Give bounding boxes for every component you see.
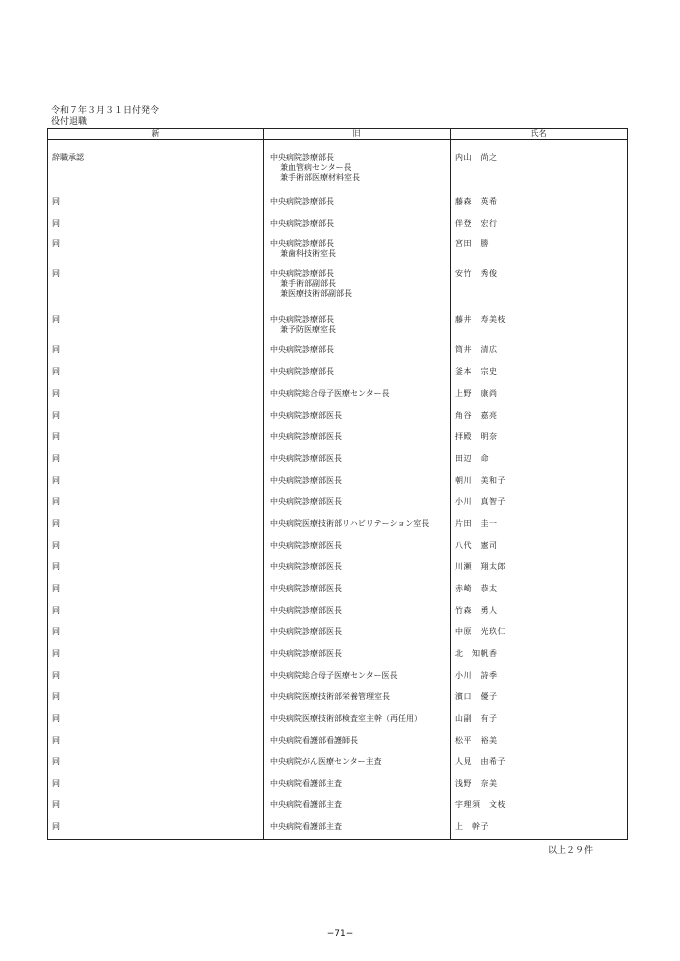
position-title: 中央病院診療部長 (270, 269, 334, 278)
former-position (270, 822, 342, 832)
position-title: 中央病院診療部医長 (270, 476, 342, 485)
new-status: 辞職承認 (52, 153, 84, 162)
position-title: 中央病院診療部長 (270, 315, 334, 324)
person-name: 川瀬 翔太郎 (455, 562, 506, 571)
former-position (270, 519, 429, 529)
person-name: 竹森 勇人 (455, 606, 498, 615)
person-name: 上野 康尚 (455, 389, 498, 398)
person-name: 中原 光玖仁 (455, 627, 506, 636)
position-title: 中央病院診療部長 (270, 219, 334, 228)
person-name: 伴登 宏行 (455, 219, 498, 228)
former-position (270, 345, 334, 355)
concurrent-position: 兼血管病センター長 (280, 163, 352, 172)
new-status: 同 (52, 779, 60, 788)
position-title: 中央病院総合母子医療センター医長 (270, 671, 398, 680)
position-title: 中央病院がん医療センター主査 (270, 757, 382, 766)
new-status: 同 (52, 519, 60, 528)
person-name: 赤崎 恭太 (455, 584, 498, 593)
former-position (270, 411, 342, 421)
former-position (270, 367, 334, 377)
former-position (270, 671, 398, 681)
date-line: 令和７年３月３１日付発令 (51, 106, 160, 116)
former-position (270, 239, 336, 259)
new-status: 同 (52, 497, 60, 506)
new-status: 同 (52, 649, 60, 658)
column-divider-1 (263, 129, 264, 839)
former-position (270, 315, 336, 335)
new-status: 同 (52, 671, 60, 680)
new-status: 同 (52, 736, 60, 745)
person-name: 八代 憲司 (455, 541, 498, 550)
person-name: 藤森 英希 (455, 197, 498, 206)
person-name: 宇理須 文枝 (455, 800, 506, 809)
position-title: 中央病院医療技術部検査室主幹（再任用） (270, 714, 422, 723)
concurrent-position: 兼手術部医療材料室長 (280, 173, 360, 182)
position-title: 中央病院総合母子医療センター長 (270, 389, 390, 398)
position-title: 中央病院診療部医長 (270, 411, 342, 420)
page-number: −71− (326, 929, 354, 939)
new-status: 同 (52, 541, 60, 550)
new-status: 同 (52, 219, 60, 228)
column-header-old: 旧 (352, 129, 361, 138)
former-position (270, 714, 422, 724)
new-status: 同 (52, 411, 60, 420)
former-position (270, 476, 342, 486)
new-status: 同 (52, 800, 60, 809)
column-divider-2 (450, 129, 451, 839)
position-title: 中央病院診療部長 (270, 197, 334, 206)
person-name: 藤井 寿美枝 (455, 315, 506, 324)
person-name: 北 知帆香 (455, 649, 498, 658)
total-count: 以上２９件 (548, 846, 594, 856)
concurrent-position: 兼歯科技術室長 (280, 249, 336, 258)
position-title: 中央病院診療部医長 (270, 562, 342, 571)
position-title: 中央病院診療部医長 (270, 627, 342, 636)
person-name: 安竹 秀俊 (455, 269, 498, 278)
former-position (270, 541, 342, 551)
new-status: 同 (52, 692, 60, 701)
position-title: 中央病院看護部主査 (270, 822, 342, 831)
new-status: 同 (52, 822, 60, 831)
former-position (270, 497, 342, 507)
position-title: 中央病院診療部医長 (270, 432, 342, 441)
former-position (270, 269, 352, 299)
person-name: 釜本 宗史 (455, 367, 498, 376)
former-position (270, 736, 358, 746)
header-divider (48, 139, 627, 140)
former-position (270, 649, 342, 659)
concurrent-position: 兼予防医療室長 (280, 325, 336, 334)
new-status: 同 (52, 476, 60, 485)
concurrent-position: 兼医療技術部副部長 (280, 289, 352, 298)
new-status: 同 (52, 627, 60, 636)
position-title: 中央病院診療部長 (270, 367, 334, 376)
person-name: 小川 詩季 (455, 671, 498, 680)
position-title: 中央病院診療部医長 (270, 584, 342, 593)
former-position (270, 800, 342, 810)
category-title: 役付退職 (51, 117, 88, 127)
person-name: 筒井 清広 (455, 345, 498, 354)
new-status: 同 (52, 432, 60, 441)
person-name: 宮田 勝 (455, 239, 489, 248)
former-position (270, 779, 342, 789)
position-title: 中央病院診療部医長 (270, 454, 342, 463)
new-status: 同 (52, 315, 60, 324)
person-name: 山副 有子 (455, 714, 498, 723)
concurrent-position: 兼手術部副部長 (280, 279, 336, 288)
position-title: 中央病院診療部医長 (270, 497, 342, 506)
new-status: 同 (52, 269, 60, 278)
new-status: 同 (52, 239, 60, 248)
new-status: 同 (52, 389, 60, 398)
position-title: 中央病院診療部医長 (270, 606, 342, 615)
new-status: 同 (52, 367, 60, 376)
person-name: 内山 尚之 (455, 153, 498, 162)
former-position (270, 606, 342, 616)
position-title: 中央病院看護部主査 (270, 779, 342, 788)
former-position (270, 197, 334, 207)
person-name: 浅野 奈美 (455, 779, 498, 788)
new-status: 同 (52, 714, 60, 723)
person-name: 濱口 優子 (455, 692, 498, 701)
personnel-table (47, 128, 628, 840)
position-title: 中央病院診療部長 (270, 153, 334, 162)
person-name: 松平 裕美 (455, 736, 498, 745)
former-position (270, 627, 342, 637)
new-status: 同 (52, 197, 60, 206)
new-status: 同 (52, 584, 60, 593)
position-title: 中央病院診療部医長 (270, 649, 342, 658)
former-position (270, 757, 382, 767)
former-position (270, 454, 342, 464)
new-status: 同 (52, 562, 60, 571)
person-name: 角谷 嘉亮 (455, 411, 498, 420)
position-title: 中央病院看護部看護師長 (270, 736, 358, 745)
position-title: 中央病院診療部長 (270, 345, 334, 354)
former-position (270, 584, 342, 594)
person-name: 田辺 命 (455, 454, 489, 463)
person-name: 片田 圭一 (455, 519, 498, 528)
person-name: 朝川 美和子 (455, 476, 506, 485)
position-title: 中央病院医療技術部栄養管理室長 (270, 692, 390, 701)
new-status: 同 (52, 345, 60, 354)
person-name: 拝殿 明奈 (455, 432, 498, 441)
former-position (270, 219, 334, 229)
position-title: 中央病院診療部長 (270, 239, 334, 248)
former-position (270, 389, 390, 399)
position-title: 中央病院看護部主査 (270, 800, 342, 809)
column-header-new: 新 (151, 129, 160, 138)
former-position (270, 562, 342, 572)
column-header-name: 氏名 (530, 129, 547, 138)
former-position (270, 692, 390, 702)
former-position (270, 153, 360, 183)
new-status: 同 (52, 606, 60, 615)
position-title: 中央病院医療技術部リハビリテーション室長 (270, 519, 430, 528)
former-position (270, 432, 342, 442)
new-status: 同 (52, 757, 60, 766)
new-status: 同 (52, 454, 60, 463)
person-name: 人見 由希子 (455, 757, 506, 766)
person-name: 小川 真智子 (455, 497, 506, 506)
person-name: 上 幹子 (455, 822, 489, 831)
position-title: 中央病院診療部医長 (270, 541, 342, 550)
